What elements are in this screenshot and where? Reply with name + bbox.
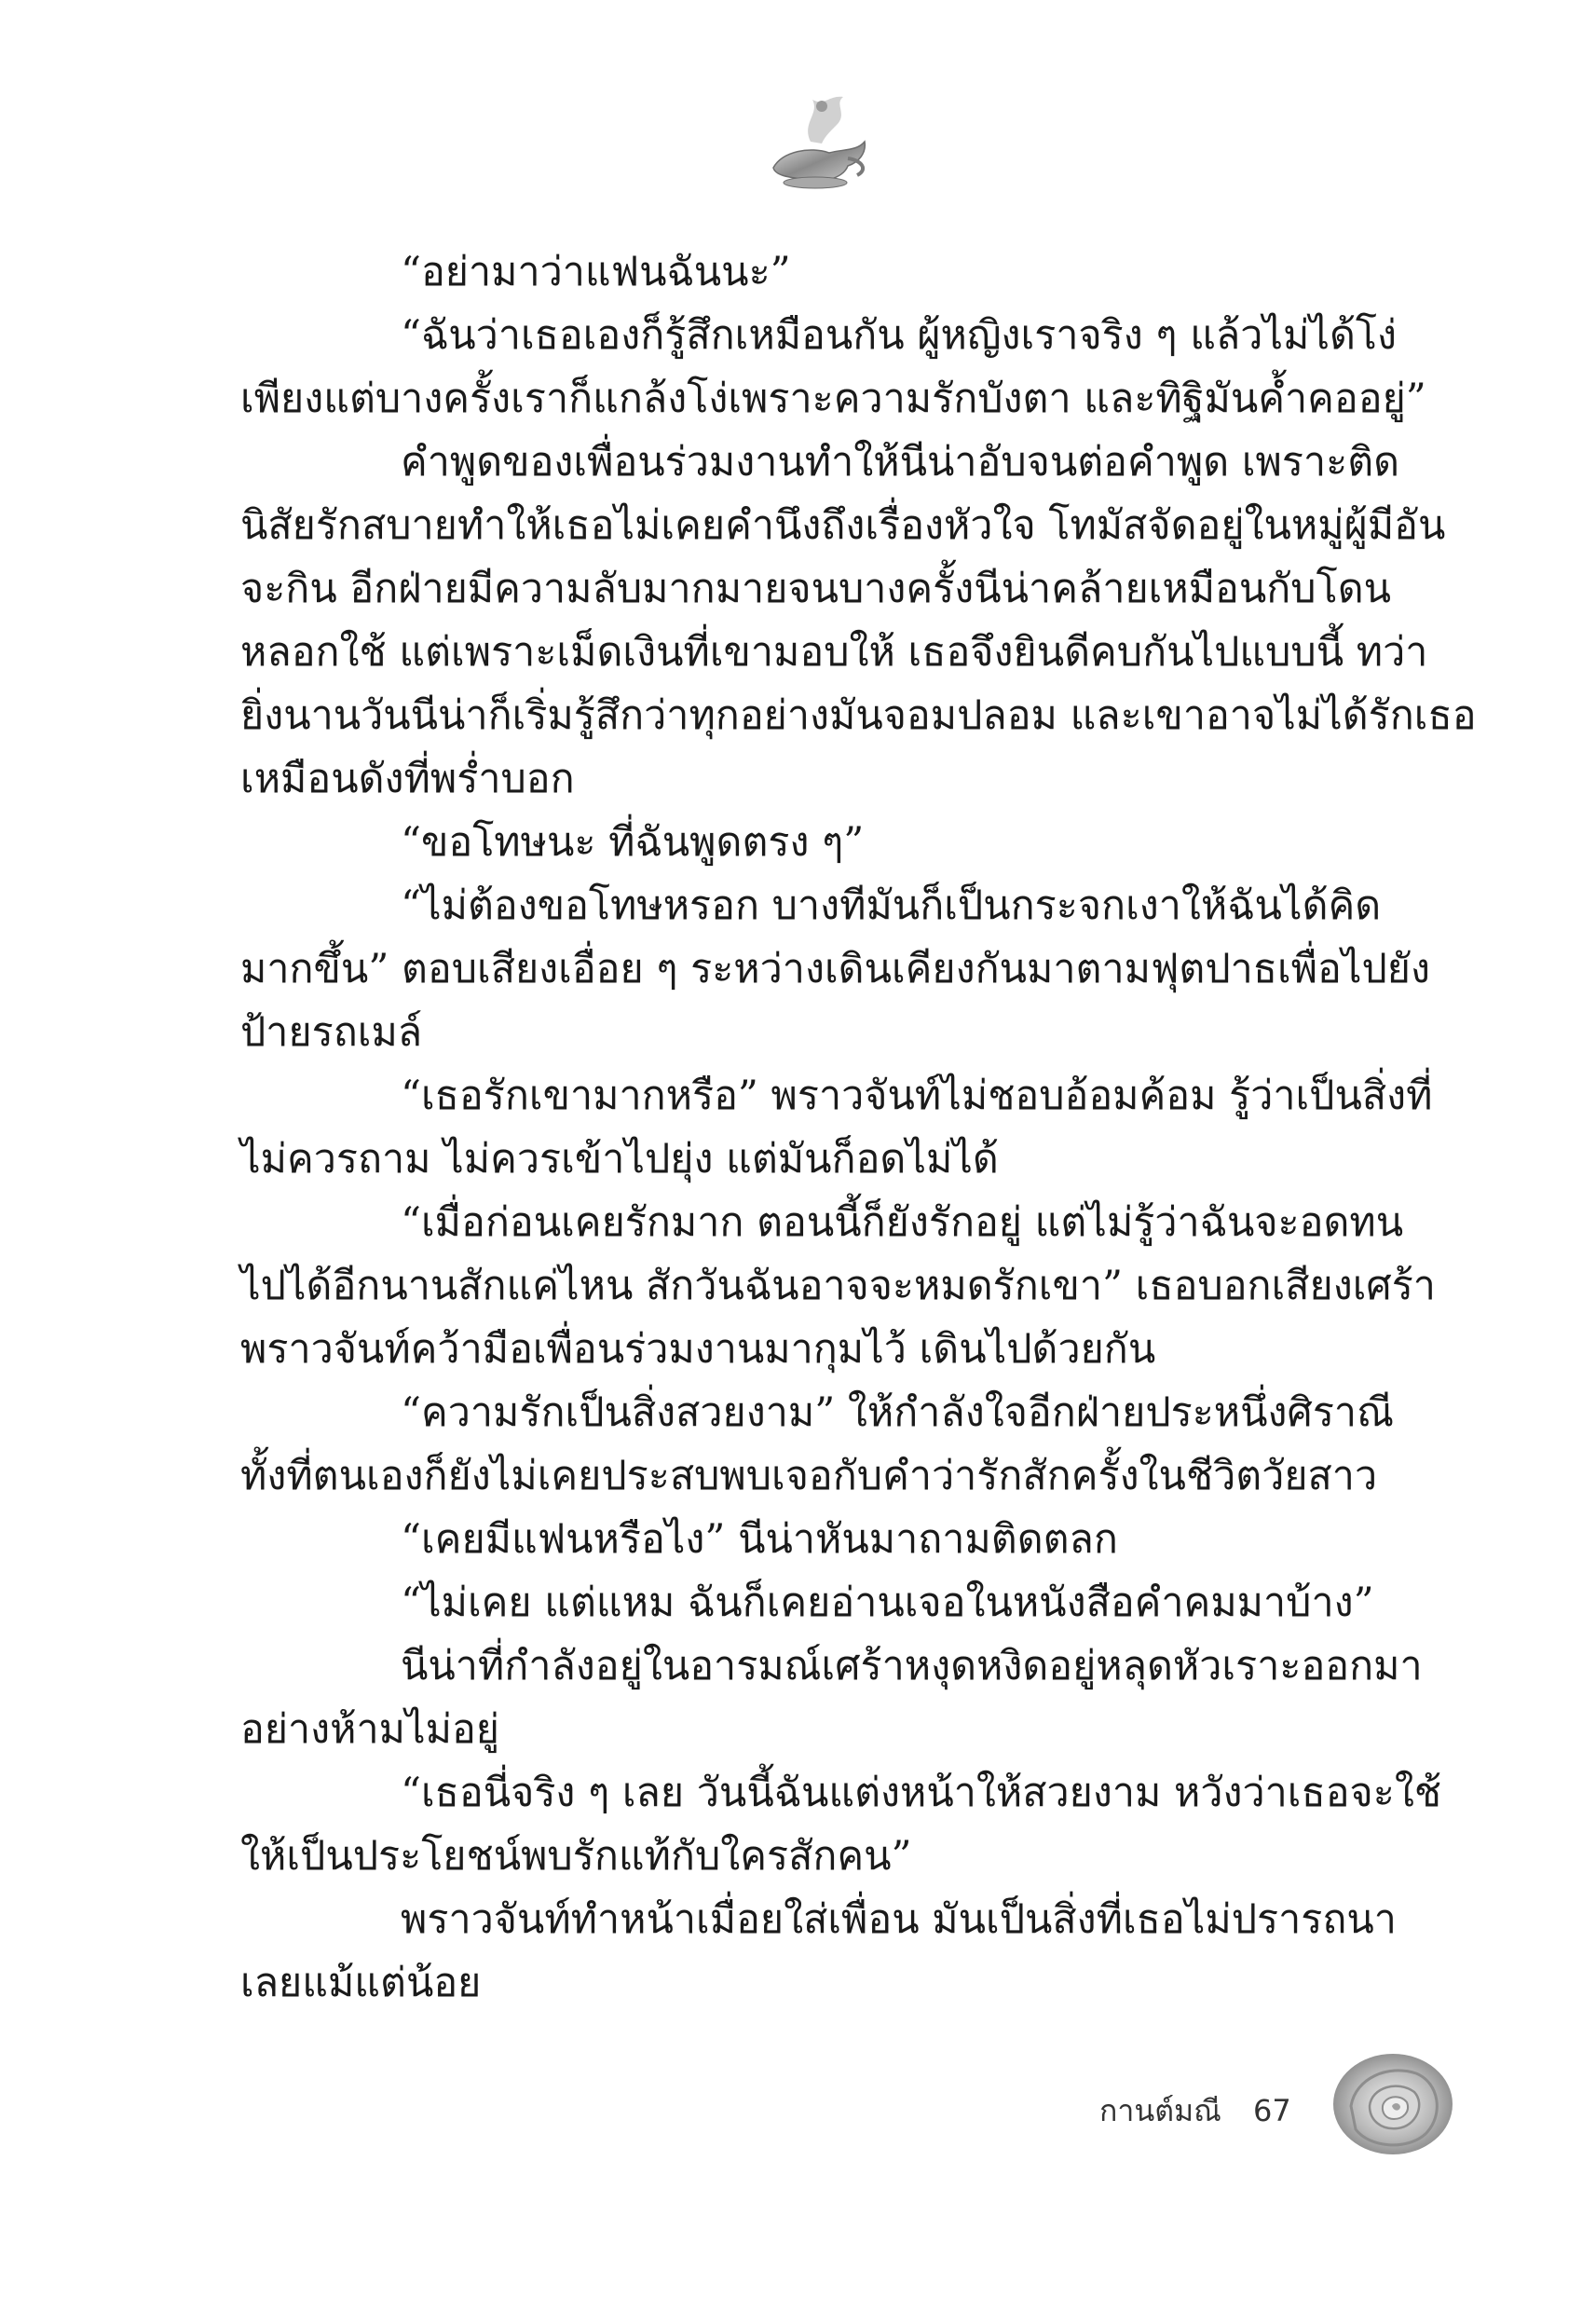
text-line: หลอกใช้ แต่เพราะเม็ดเงินที่เขามอบให้ เธอจึงยินดีคบกันไปแบบนี้ ทว่า	[240, 629, 1428, 676]
text-line: “ฉันว่าเธอเองก็รู้สึกเหมือนกัน ผู้หญิงเราจริง ๆ แล้วไม่ได้โง่	[401, 312, 1398, 359]
text-line: “เธอนี่จริง ๆ เลย วันนี้ฉันแต่งหน้าให้สวยงาม หวังว่าเธอจะใช้	[401, 1770, 1442, 1816]
text-line: นีน่าที่กำลังอยู่ในอารมณ์เศร้าหงุดหงิดอยู่หลุดหัวเราะออกมา	[401, 1643, 1423, 1689]
text-line: เหมือนดังที่พร่ำบอก	[240, 756, 575, 802]
text-line: จะกิน อีกฝ่ายมีความลับมากมายจนบางครั้งนีน่าคล้ายเหมือนกับโดน	[240, 566, 1392, 612]
text-line: มากขึ้น” ตอบเสียงเอื่อย ๆ ระหว่างเดินเคียงกันมาตามฟุตปาธเพื่อไปยัง	[240, 946, 1430, 992]
text-line: อย่างห้ามไม่อยู่	[240, 1706, 499, 1753]
text-line: เพียงแต่บางครั้งเราก็แกล้งโง่เพราะความรักบังตา และทิฐิมันค้ำคออยู่”	[240, 376, 1426, 422]
book-title: กานต์มณี	[1099, 2093, 1221, 2128]
text-line: พราวจันท์คว้ามือเพื่อนร่วมงานมากุมไว้ เดินไปด้วยกัน	[240, 1326, 1156, 1373]
text-line: ยิ่งนานวันนีน่าก็เริ่มรู้สึกว่าทุกอย่างมันจอมปลอม และเขาอาจไม่ได้รักเธอ	[240, 692, 1477, 739]
text-line: “เมื่อก่อนเคยรักมาก ตอนนี้ก็ยังรักอยู่ แต่ไม่รู้ว่าฉันจะอดทน	[401, 1199, 1404, 1246]
text-line: ทั้งที่ตนเองก็ยังไม่เคยประสบพบเจอกับคำว่ารักสักครั้งในชีวิตวัยสาว	[240, 1453, 1378, 1499]
text-line: “ไม่เคย แต่แหม ฉันก็เคยอ่านเจอในหนังสือคำคมมาบ้าง”	[401, 1579, 1374, 1626]
text-line: ไปได้อีกนานสักแค่ไหน สักวันฉันอาจจะหมดรักเขา” เธอบอกเสียงเศร้า	[240, 1263, 1436, 1309]
text-line: “ไม่ต้องขอโทษหรอก บางทีมันก็เป็นกระจกเงาให้ฉันได้คิด	[401, 882, 1382, 929]
text-line: คำพูดของเพื่อนร่วมงานทำให้นีน่าอับจนต่อคำพูด เพราะติด	[401, 439, 1400, 485]
page-number: 67	[1252, 2093, 1291, 2128]
text-line: พราวจันท์ทำหน้าเมื่อยใส่เพื่อน มันเป็นสิ่งที่เธอไม่ปรารถนา	[401, 1896, 1397, 1943]
text-line: เลยแม้แต่น้อย	[240, 1960, 482, 2006]
text-line: “เธอรักเขามากหรือ” พราวจันท์ไม่ชอบอ้อมค้อม รู้ว่าเป็นสิ่งที่	[401, 1073, 1433, 1119]
text-line: “อย่ามาว่าแฟนฉันนะ”	[401, 249, 791, 295]
page-footer	[1099, 2087, 1291, 2135]
body-text	[240, 240, 1477, 2015]
text-line: “ขอโทษนะ ที่ฉันพูดตรง ๆ”	[401, 819, 865, 866]
text-line: ไม่ควรถาม ไม่ควรเข้าไปยุ่ง แต่มันก็อดไม่ได้	[240, 1136, 999, 1183]
text-line: นิสัยรักสบายทำให้เธอไม่เคยคำนึงถึงเรื่องหัวใจ โทมัสจัดอยู่ในหมู่ผู้มีอัน	[240, 502, 1446, 549]
text-line: ป้ายรถเมล์	[240, 1009, 423, 1056]
text-line: “ความรักเป็นสิ่งสวยงาม” ให้กำลังใจอีกฝ่ายประหนึ่งศิราณี	[401, 1389, 1394, 1436]
text-line: ให้เป็นประโยชน์พบรักแท้กับใครสักคน”	[240, 1833, 912, 1880]
genie-lamp-icon	[755, 86, 885, 198]
text-line: “เคยมีแฟนหรือไง” นีน่าหันมาถามติดตลก	[401, 1516, 1118, 1563]
rose-icon	[1323, 2041, 1463, 2162]
